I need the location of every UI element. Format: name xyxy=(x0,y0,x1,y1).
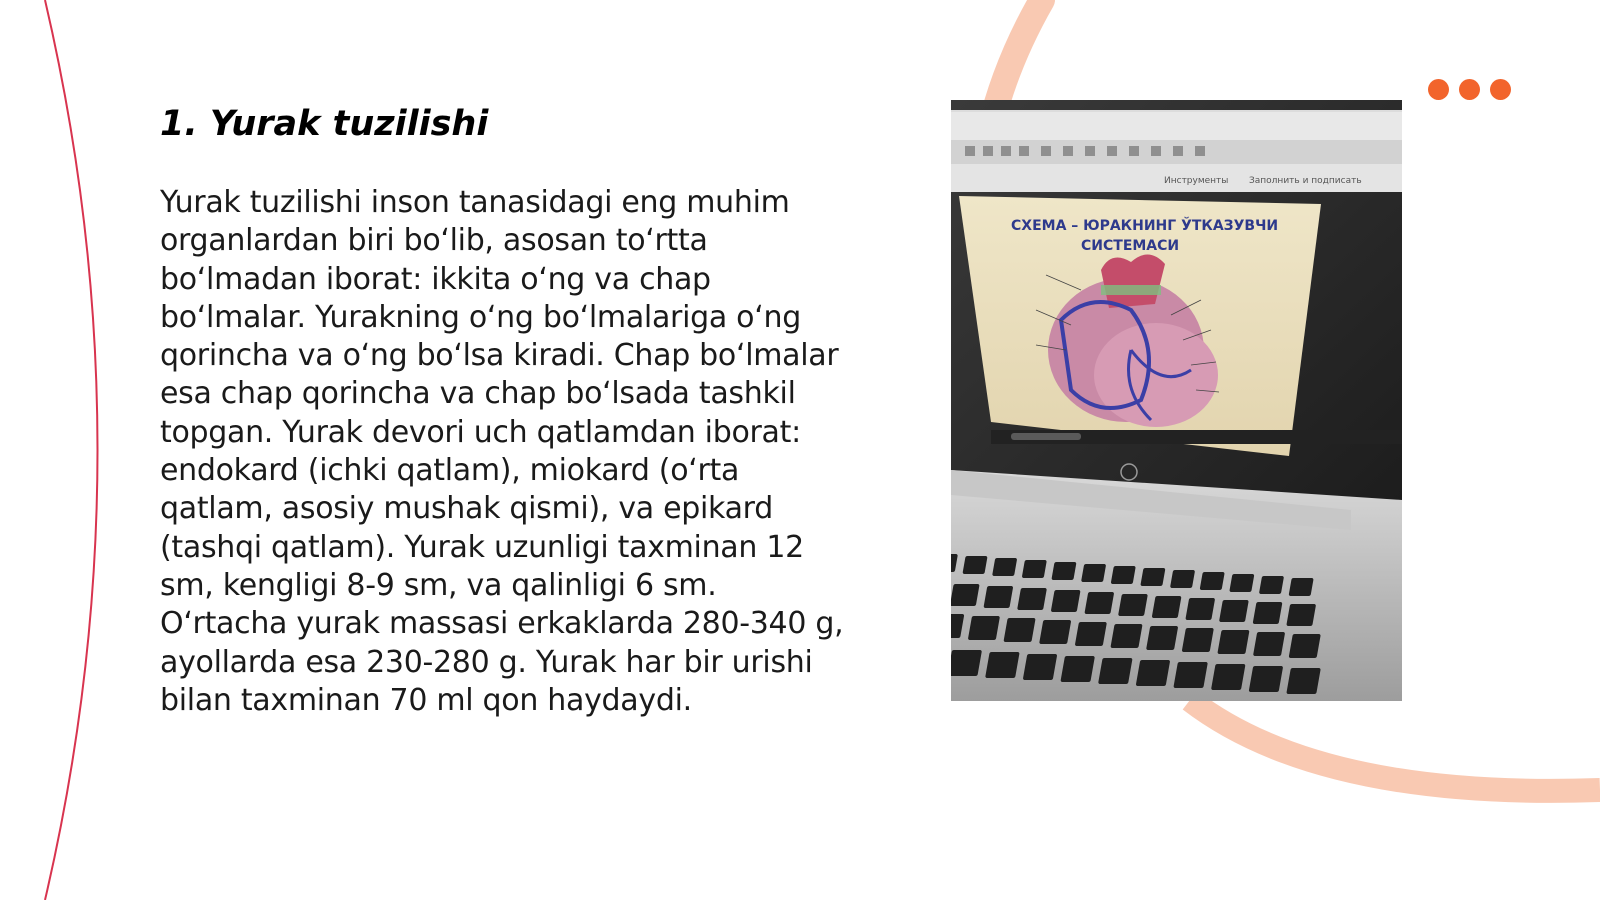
laptop-photo xyxy=(951,100,1402,701)
body-line: ayollarda esa 230-280 g. Yurak har bir urishi xyxy=(160,644,813,680)
dot xyxy=(1490,79,1511,100)
body-line: qatlam, asosiy mushak qismi), va epikard xyxy=(160,491,773,527)
slide-title: 1. Yurak tuzilishi xyxy=(160,104,489,144)
body-line: qorincha va o‘ng bo‘lsa kiradi. Chap bo‘lmalar xyxy=(160,338,839,374)
more-dots-icon xyxy=(1428,79,1512,101)
body-line: esa chap qorincha va chap bo‘lsada tashkil xyxy=(160,376,796,412)
laptop-photo-drawing xyxy=(951,100,1402,701)
body-line: organlardan biri bo‘lib, asosan to‘rtta xyxy=(160,223,708,259)
left-curve-line xyxy=(45,0,98,900)
screen-heading-line1: СХЕМА – ЮРАКНИНГ ЎТКАЗУВЧИ xyxy=(1011,218,1279,234)
body-line: bo‘lmadan iborat: ikkita o‘ng va chap xyxy=(160,261,711,297)
toolbar-tools-label: Инструменты xyxy=(1164,176,1229,186)
dot xyxy=(1428,79,1449,100)
peach-arc-bottom xyxy=(1190,700,1600,791)
body-line: O‘rtacha yurak massasi erkaklarda 280-340 g, xyxy=(160,606,844,642)
body-line: bilan taxminan 70 ml qon haydaydi. xyxy=(160,682,692,718)
body-line: Yurak tuzilishi inson tanasidagi eng muhim xyxy=(160,185,790,220)
screen-heading-line2: СИСТЕМАСИ xyxy=(1081,238,1180,254)
toolbar-fill-sign-label: Заполнить и подписать xyxy=(1249,176,1362,186)
body-line: bo‘lmalar. Yurakning o‘ng bo‘lmalariga o‘ng xyxy=(160,299,801,335)
body-line: (tashqi qatlam). Yurak uzunligi taxminan 12 xyxy=(160,529,804,565)
dot xyxy=(1459,79,1480,100)
body-line: endokard (ichki qatlam), miokard (o‘rta xyxy=(160,453,740,489)
slide-body-text xyxy=(160,184,850,720)
body-line: topgan. Yurak devori uch qatlamdan iborat: xyxy=(160,414,801,450)
body-line: sm, kengligi 8-9 sm, va qalinligi 6 sm. xyxy=(160,567,717,603)
